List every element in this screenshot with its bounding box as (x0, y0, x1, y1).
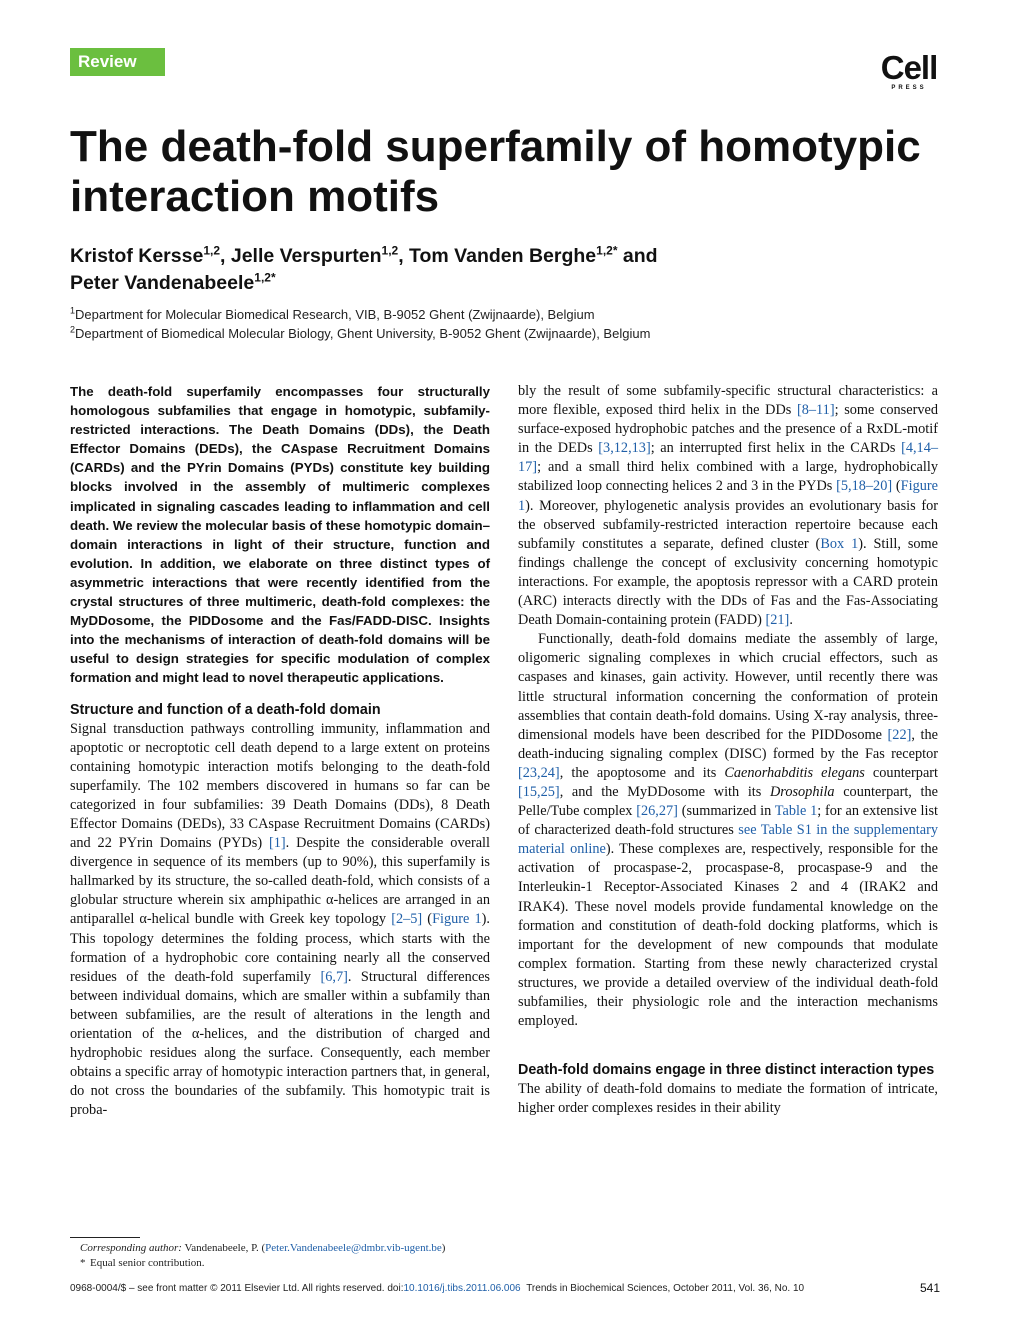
text-run: ; an interrupted first helix in the CARDs (650, 440, 902, 457)
body-paragraph (518, 382, 938, 630)
footnote-mark: * (80, 1257, 86, 1269)
author-affiliation-sup: 1,2* (254, 270, 276, 285)
text-run: . Structural differences between individual domains, which are smaller within a subfamily than between subfamilies, are the result of alterations in the length and orientation of the α-helices, and the distribution of charged and hydrophobic residues along the surface. Consequently, each member obtains a specific array of homotypic interaction partners that, in general, do not cross the boundaries of the subfamily. This homotypic trait is proba- (70, 968, 490, 1119)
affiliation-text: Department for Molecular Biomedical Research, VIB, B-9052 Ghent (Zwijnaarde), Belgium (75, 307, 595, 322)
cell-press-logo (878, 49, 940, 91)
author-affiliation-sup: 1,2* (596, 243, 618, 258)
text-run: , the apoptosome and its (559, 764, 725, 781)
journal-citation: Trends in Biochemical Sciences, October 2011, Vol. 36, No. 10 (526, 1283, 805, 1294)
affiliation-number: 1 (70, 305, 76, 316)
footnote-text: ) (441, 1242, 446, 1254)
text-run: ). This topology determines the folding process, which starts with the formation of a hydrophobic core containing nearly all the conserved residues of the death-fold superfamily (70, 911, 490, 985)
cell-logo-word: Cell (880, 49, 938, 86)
species-name: Drosophila (769, 783, 835, 800)
page-number: 541 (919, 1281, 940, 1295)
author-list (70, 243, 930, 297)
text-run: counterpart (864, 764, 939, 781)
body-paragraph (518, 630, 938, 1031)
footnote-text: Vandenabeele, P. ( (181, 1242, 266, 1254)
citation-link[interactable]: [21] (765, 612, 790, 629)
author-name: Tom Vanden Berghe (409, 245, 597, 267)
footnote-text: Equal senior contribution. (90, 1257, 205, 1269)
author-separator: and (617, 245, 658, 267)
corresponding-author-note (80, 1241, 510, 1256)
body-paragraph: The ability of death-fold domains to mediate the formation of intricate, higher order complexes resides in their ability (518, 1081, 938, 1117)
author-affiliation-sup: 1,2 (381, 243, 399, 258)
citation-link[interactable]: [15,25] (518, 783, 560, 800)
text-run: , the death-inducing signaling complex (DISC) formed by the Fas receptor (518, 726, 938, 762)
text-run: . Despite the considerable overall divergence in sequence of its members (up to 90%), this superfamily is hallmarked by its structure, the so-called death-fold, which consists of a globular structure wherein six amphipathic α-helices are arranged in an antiparallel α-helical bundle with Greek key topology (70, 835, 490, 928)
section-heading-interaction-types: Death-fold domains engage in three distinct interaction types (518, 1062, 935, 1079)
affiliation-item (70, 305, 930, 324)
affiliation-list (70, 305, 930, 343)
text-run: ). These complexes are, respectively, responsible for the activation of procaspase-2, procaspase-8, procaspase-9 and the Interleukin-1 Receptor-Associated Kinases 2 and 4 (IRAK2 and IRAK4). These novel models provide fundamental knowledge on the formation and constitution of death-fold docking platforms, which is important for the development of new compounds that modulate complex formation. Starting from these newly characterized crystal structures, we provide a detailed overview of the individual death-fold subfamilies, their physiologic role and the interaction mechanisms employed. (518, 841, 938, 1030)
copyright-text: 0968-0004/$ – see front matter © 2011 Elsevier Ltd. All rights reserved. doi: (70, 1283, 404, 1294)
citation-link[interactable]: [1] (269, 835, 286, 852)
author-name: Jelle Verspurten (230, 245, 382, 267)
email-link[interactable]: Peter.Vandenabeele@dmbr.vib-ugent.be (265, 1242, 442, 1254)
footnote-divider (70, 1237, 140, 1238)
author-separator: , (220, 245, 231, 267)
text-run: ; and a small third helix combined with a large, hydrophobically stabilized loop connecting helices 2 and 3 in the PYDs (518, 459, 938, 495)
author-name: Peter Vandenabeele (70, 272, 255, 294)
body-paragraph (70, 720, 490, 1121)
text-run: ). Moreover, phylogenetic analysis provides an evolutionary basis for the observed subfamily-restricted interaction repertoire because each subfamily constitutes a separate, defined cluster ( (518, 497, 938, 552)
figure-link[interactable]: Figure 1 (432, 911, 482, 928)
right-column (518, 382, 938, 1118)
citation-link[interactable]: [5,18–20] (836, 478, 893, 495)
left-column (70, 382, 490, 1120)
equal-contribution-note (80, 1256, 510, 1271)
text-run: Functionally, death-fold domains mediate the assembly of large, oligomeric signaling complexes in which crucial effectors, such as caspases and kinases, gain activity. However, until recently there was little structural information concerning the conformation of protein assemblies that contain death-fold domains. Using X-ray analysis, three-dimensional models have been described for the PIDDosome (518, 631, 938, 743)
text-run: Signal transduction pathways controlling immunity, inflammation and apoptotic or necroptotic cell death depend to a large extent on proteins containing homotypic interaction motifs belonging to the death-fold superfamily. The 102 members discovered in humans so far can be categorized in four subfamilies: 39 Death Domains (DDs), 8 Death Effector Domains (DEDs), 33 CAspase Recruitment Domains (CARDs) and 22 PYrin Domains (PYDs) (70, 720, 490, 852)
supplementary-link[interactable]: see Table S1 in the supplementary material online (518, 822, 938, 858)
section-label-badge: Review (70, 48, 165, 76)
text-run: , and the MyDDosome with its (559, 783, 770, 800)
section-heading-structure: Structure and function of a death-fold domain (70, 701, 381, 718)
affiliation-item (70, 324, 930, 343)
cell-logo-press: PRESS (891, 85, 927, 91)
affiliation-text: Department of Biomedical Molecular Biology, Ghent University, B-9052 Ghent (Zwijnaarde), Belgium (75, 326, 651, 341)
figure-link[interactable]: Figure 1 (518, 478, 938, 514)
text-run: bly the result of some subfamily-specific structural characteristics: a more flexible, exposed third helix in the DDs (518, 383, 938, 419)
citation-link[interactable]: [22] (887, 726, 912, 743)
table-link[interactable]: Table 1 (774, 803, 818, 820)
article-title: The death-fold superfamily of homotypic interaction motifs (70, 122, 921, 221)
text-run: ( (422, 911, 433, 928)
species-name: Caenorhabditis elegans (724, 764, 865, 781)
author-separator: , (398, 245, 410, 267)
text-run: ). Still, some findings challenge the concept of exclusivity concerning homotypic interactions. For example, the apoptosis repressor with a CARD protein (ARC) interacts directly with the DDs of Fas and the Fas-Associating Death Domain-containing protein (FADD) (518, 535, 938, 629)
citation-link[interactable]: [23,24] (518, 764, 560, 781)
text-run: ; for an extensive list of characterized death-fold structures (518, 803, 939, 839)
author-affiliation-sup: 1,2 (203, 243, 220, 258)
text-run: (summarized in (677, 803, 775, 820)
page-footer (70, 1282, 940, 1296)
box-link[interactable]: Box 1 (820, 535, 859, 552)
citation-link[interactable]: [6,7] (320, 968, 348, 985)
citation-link[interactable]: [4,14–17] (518, 440, 938, 476)
footnotes (80, 1241, 510, 1271)
abstract: The death-fold superfamily encompasses four structurally homologous subfamilies that engage in homotypic, subfamily-restricted interactions. The Death Domains (DDs), the Death Effector Domains (DEDs), the CAspase Recruitment Domains (CARDs) and the PYrin Domains (PYDs) constitute key building blocks involved in the assembly of multimeric complexes implicated in signaling cascades leading to inflammation and cell death. We review the molecular basis of these homotypic domain–domain interactions in light of their structure, function and evolution. In addition, we elaborate on three distinct types of asymmetric interactions that were recently identified from the crystal structures of three multimeric, death-fold complexes: the MyDDosome, the PIDDosome and the Fas/FADD-DISC. Insights into the mechanisms of interaction of death-fold domains will be useful to design strategies for specific modulation of complex formation and might lead to novel therapeutic applications. (70, 384, 490, 686)
text-run: . (789, 612, 793, 629)
citation-link[interactable]: [3,12,13] (598, 440, 651, 457)
text-run: ; some conserved surface-exposed hydrophobic patches and the presence of a RxDL-motif in the DEDs (518, 402, 938, 457)
text-run: counterpart, the Pelle/Tube complex (518, 783, 938, 820)
affiliation-number: 2 (70, 324, 76, 335)
citation-link[interactable]: [8–11] (797, 402, 835, 419)
text-run: ( (892, 478, 901, 495)
author-name: Kristof Kersse (70, 245, 204, 267)
citation-link[interactable]: [2–5] (391, 911, 423, 928)
doi-link[interactable]: 10.1016/j.tibs.2011.06.006 (403, 1283, 521, 1294)
citation-link[interactable]: [26,27] (636, 803, 678, 820)
footnote-label: Corresponding author: (80, 1242, 182, 1254)
